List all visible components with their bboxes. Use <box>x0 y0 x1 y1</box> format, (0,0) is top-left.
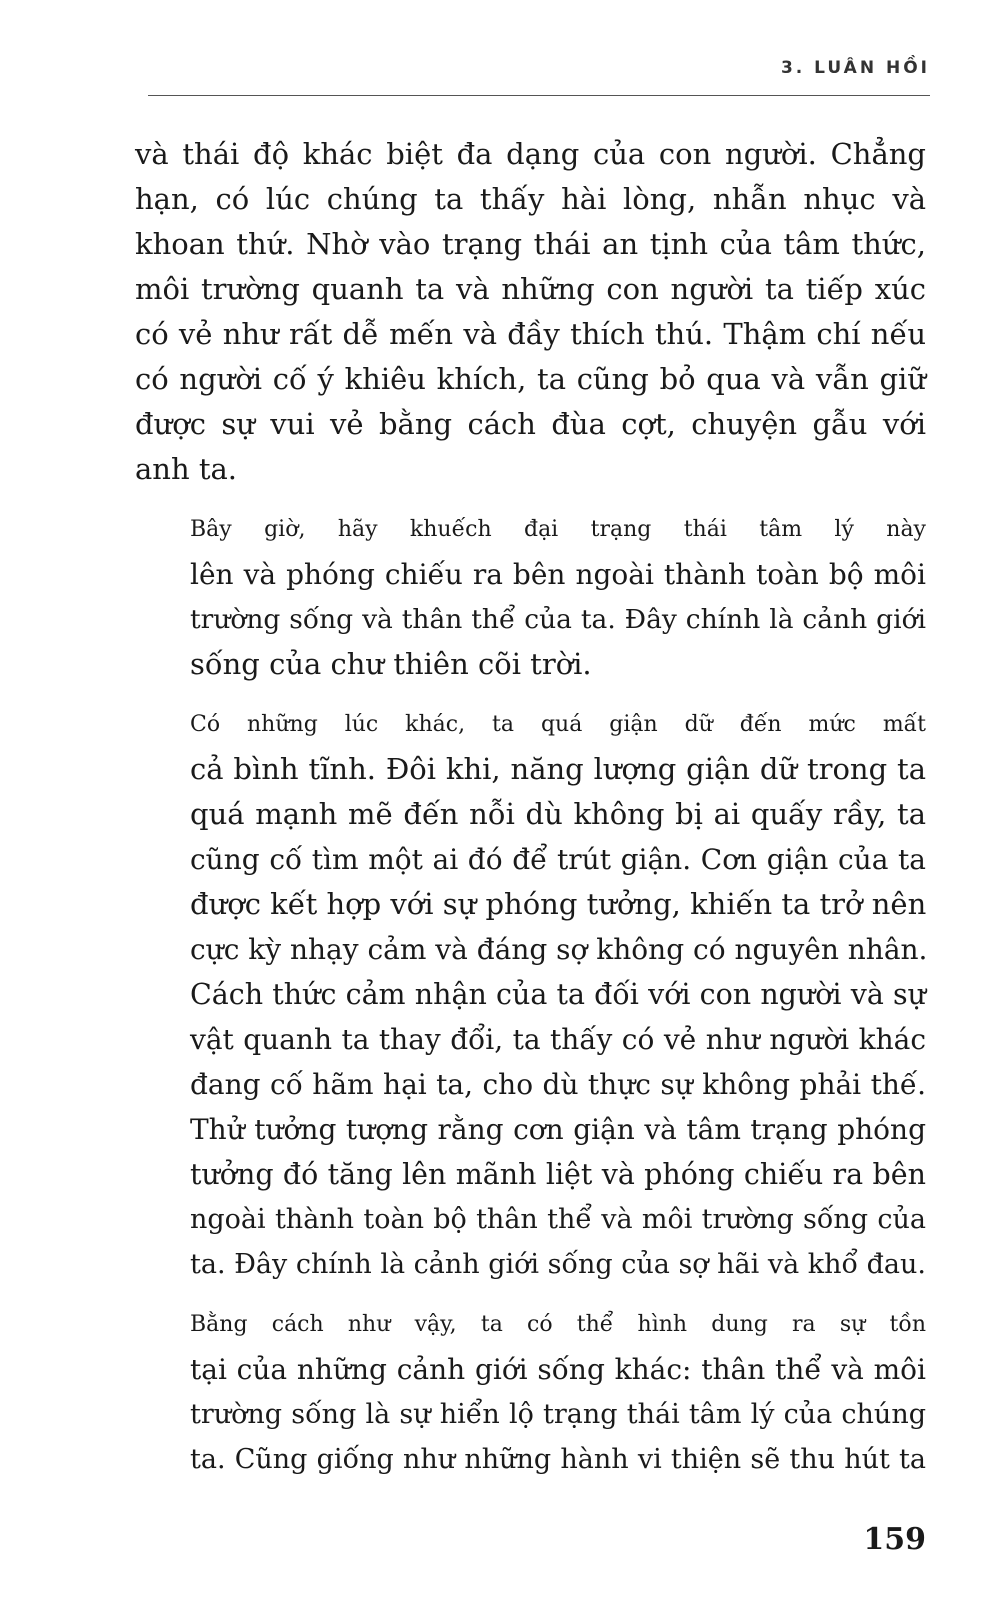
text-line: cũng cố tìm một ai đó để trút giận. Cơn giận của ta <box>190 843 926 876</box>
text-line: khoan thứ. Nhờ vào trạng thái an tịnh của tâm thức, <box>135 227 926 261</box>
text-line: tưởng đó tăng lên mãnh liệt và phóng chiếu ra bên <box>190 1158 926 1191</box>
paragraph-2 <box>135 507 926 687</box>
text-line: ngoài thành toàn bộ thân thể và môi trường sống của <box>190 1204 926 1235</box>
running-header: 3. LUÂN HỒI <box>780 58 930 78</box>
text-line: được kết hợp với sự phóng tưởng, khiến ta trở nên <box>190 887 927 921</box>
text-line: vật quanh ta thay đổi, ta thấy có vẻ như người khác <box>190 1023 926 1056</box>
text-line: có người cố ý khiêu khích, ta cũng bỏ qua và vẫn giữ <box>135 362 926 396</box>
text-line: ta. Cũng giống như những hành vi thiện sẽ thu hút ta <box>190 1444 926 1475</box>
text-line: sống của chư thiên cõi trời. <box>190 647 592 681</box>
text-line: đang cố hãm hại ta, cho dù thực sự không phải thế. <box>190 1068 926 1101</box>
text-line: và thái độ khác biệt đa dạng của con người. Chẳng <box>135 137 926 171</box>
text-line: Cách thức cảm nhận của ta đối với con người và sự <box>190 978 926 1011</box>
text-line: tại của những cảnh giới sống khác: thân thể và môi <box>190 1353 926 1386</box>
text-line: quá mạnh mẽ đến nỗi dù không bị ai quấy rầy, ta <box>190 797 926 831</box>
text-line: ta. Đây chính là cảnh giới sống của sợ hãi và khổ đau. <box>190 1249 926 1280</box>
text-line: hạn, có lúc chúng ta thấy hài lòng, nhẫn nhục và <box>135 182 926 216</box>
text-line: cả bình tĩnh. Đôi khi, năng lượng giận dữ trong ta <box>190 752 926 786</box>
text-line: cực kỳ nhạy cảm và đáng sợ không có nguyên nhân. <box>190 933 928 966</box>
text-line: trường sống là sự hiển lộ trạng thái tâm lý của chúng <box>190 1399 926 1430</box>
text-line: Bằng cách như vậy, ta có thể hình dung ra sự tồn <box>190 1312 926 1337</box>
text-line: lên và phóng chiếu ra bên ngoài thành toàn bộ môi <box>190 558 926 591</box>
text-line: anh ta. <box>135 452 238 486</box>
paragraph-1 <box>135 132 926 492</box>
header-rule <box>148 95 930 96</box>
text-line: Có những lúc khác, ta quá giận dữ đến mức mất <box>190 712 926 737</box>
text-line: môi trường quanh ta và những con người ta tiếp xúc <box>135 272 926 306</box>
page-number: 159 <box>863 1522 926 1557</box>
text-line: có vẻ như rất dễ mến và đầy thích thú. Thậm chí nếu <box>135 317 926 351</box>
text-line: Thử tưởng tượng rằng cơn giận và tâm trạng phóng <box>190 1113 926 1146</box>
body-text <box>135 132 926 1497</box>
text-line: Bây giờ, hãy khuếch đại trạng thái tâm lý này <box>190 517 926 542</box>
paragraph-3 <box>135 702 926 1287</box>
paragraph-4 <box>135 1302 926 1482</box>
text-line: được sự vui vẻ bằng cách đùa cợt, chuyện gẫu với <box>135 407 926 441</box>
text-line: trường sống và thân thể của ta. Đây chính là cảnh giới <box>190 604 926 635</box>
